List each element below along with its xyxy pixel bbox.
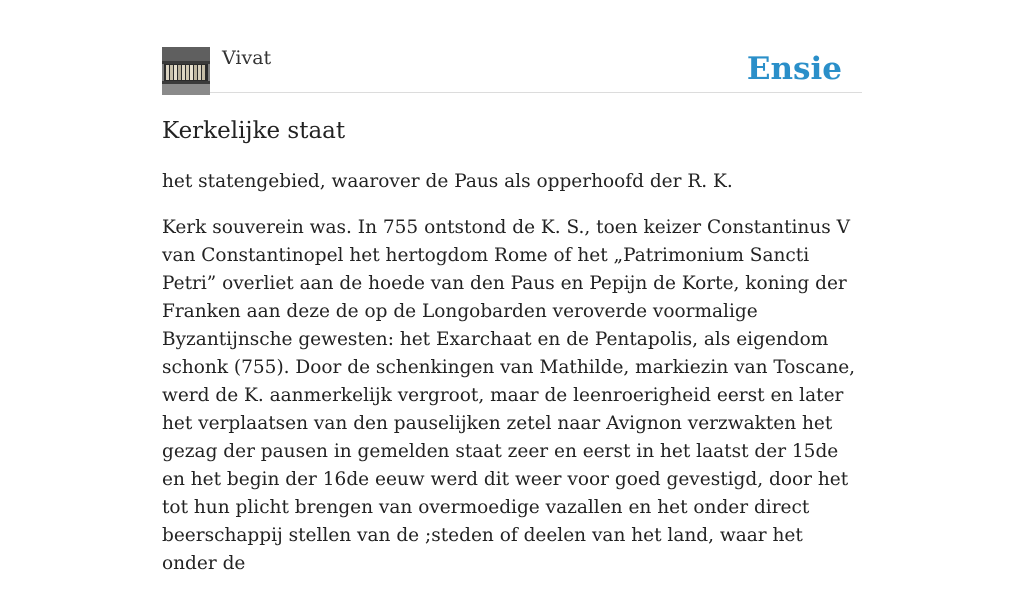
article-body: Kerk souverein was. In 755 ontstond de K. S., toen keizer Constantinus V van Constantinopel het hertogdom Rome of het „Patrimonium Sancti Petri” overliet aan de hoede van den Paus en Pepijn de Korte, koning der Franken aan deze de op de Longobarden veroverde voormalige Byzantijnsche gewesten: het Exarchaat en de Pentapolis, als eigendom schonk (755). Door de schenkingen van Mathilde, markiezin van Toscane, werd de K. aanmerkelijk vergroot, maar de leenroerigheid eerst en later het verplaatsen van den pauselijken zetel naar Avignon verzwakten het gezag der pausen in gemelden staat zeer en eerst in het laatst der 15de en het begin der 16de eeuw werd dit weer voor goed gevestigd, door het tot hun plicht brengen van overmoedige vazallen en het onder direct beerschappij stellen van de ;steden of deelen van het land, waar het onder de xyxy=(162,217,856,574)
brand-logo[interactable]: Ensie xyxy=(746,51,842,87)
page-header xyxy=(162,46,862,93)
bookshelf-avatar-image xyxy=(162,47,210,95)
article-title: Kerkelijke staat xyxy=(162,118,346,144)
article-lead: het statengebied, waarover de Paus als opperhoofd der R. K. xyxy=(162,171,733,192)
author-avatar[interactable] xyxy=(162,47,210,95)
article-content xyxy=(162,168,862,596)
author-name[interactable]: Vivat xyxy=(222,47,272,69)
